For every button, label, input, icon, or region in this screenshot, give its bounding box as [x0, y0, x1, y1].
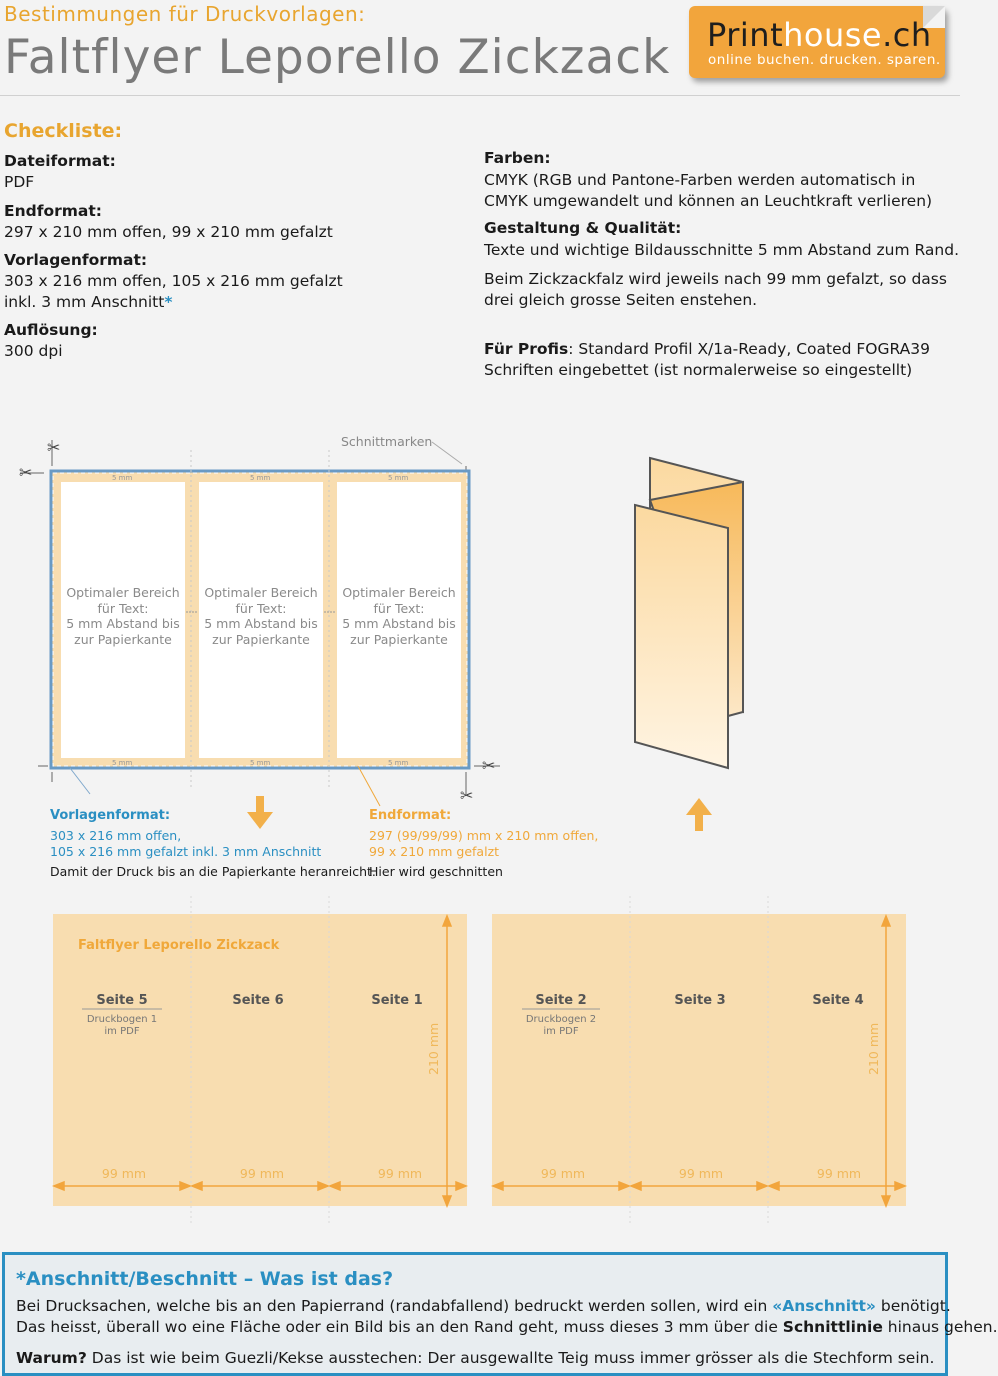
vorlagenformat-caption-heading: Vorlagenformat: [50, 808, 171, 823]
sheet-title: Faltflyer Leporello Zickzack [78, 938, 280, 953]
vorlagenformat-value-2: inkl. 3 mm Anschnitt* [4, 293, 173, 311]
margin-label: 5 mm [388, 474, 409, 482]
scissors-icon: ✂ [482, 756, 496, 775]
seite-3-label: Seite 3 [674, 993, 726, 1008]
druckbogen-1-note: Druckbogen 1 im PDF [86, 1014, 158, 1037]
profis-line-1: Für Profis: Standard Profil X/1a-Ready, Coated FOGRA39 [484, 340, 930, 358]
document-suptitle: Bestimmungen für Druckvorlagen: [4, 2, 366, 26]
margin-label: 5 mm [112, 759, 133, 767]
logo-wordmark: Printhouse.ch [707, 16, 932, 54]
vorlagenformat-caption-2: 105 x 216 mm gefalzt inkl. 3 mm Anschnitt [50, 844, 322, 859]
vorlagenformat-caption-3: Damit der Druck bis an die Papierkante heranreicht. [50, 864, 376, 879]
margin-label: 5 mm [250, 759, 271, 767]
anschnitt-info-box [2, 1252, 998, 1376]
margin-label: 5 mm [250, 474, 271, 482]
document-title: Faltflyer Leporello Zickzack [4, 30, 671, 85]
anschnitt-footnote-star: * [164, 293, 173, 311]
header-divider [0, 95, 960, 96]
seite-6-label: Seite 6 [232, 993, 284, 1008]
arrow-down-icon [245, 796, 275, 830]
farben-value-2: CMYK umgewandelt und können an Leuchtkraft verlieren) [484, 192, 933, 210]
zickzack-value-2: drei gleich grosse Seiten enstehen. [484, 291, 758, 309]
logo-tagline: online buchen. drucken. sparen. [708, 52, 941, 68]
folded-flyer-illustration [620, 450, 760, 780]
vorlagenformat-value-1: 303 x 216 mm offen, 105 x 216 mm gefalzt [4, 272, 343, 290]
panel-text-1: Optimaler Bereich für Text: 5 mm Abstand bis zur Papierkante [66, 585, 180, 647]
vorlagenformat-label: Vorlagenformat: [4, 251, 148, 269]
arrow-up-icon [684, 797, 714, 831]
gestaltung-label: Gestaltung & Qualität: [484, 219, 682, 237]
anschnitt-info-line-1: Bei Drucksachen, welche bis an den Papierrand (randabfallend) bedruckt werden sollen, wird ein «Anschnitt» benötigt. [16, 1297, 951, 1315]
scissors-icon: ✂ [47, 438, 61, 457]
scissors-icon: ✂ [460, 786, 474, 805]
width-label: 99 mm [540, 1166, 586, 1181]
printhouse-logo[interactable] [689, 6, 945, 78]
dateiformat-label: Dateiformat: [4, 152, 116, 170]
endformat-caption-2: 99 x 210 mm gefalzt [369, 844, 500, 859]
margin-label: 5 mm [112, 474, 133, 482]
anschnitt-info-line-2: Das heisst, überall wo eine Fläche oder ein Bild bis an den Rand geht, muss dieses 3 mm über die Schnittlinie hinaus gehen. [16, 1318, 998, 1336]
scissors-icon: ✂ [19, 463, 33, 482]
endformat-label: Endformat: [4, 202, 102, 220]
panel-text-2: Optimaler Bereich für Text: 5 mm Abstand bis zur Papierkante [204, 585, 318, 647]
seite-2-label: Seite 2 [535, 993, 587, 1008]
dateiformat-value: PDF [4, 173, 35, 191]
width-label: 99 mm [101, 1166, 147, 1181]
width-label: 99 mm [239, 1166, 285, 1181]
aufloesung-value: 300 dpi [4, 342, 63, 360]
width-label: 99 mm [816, 1166, 862, 1181]
zickzack-value-1: Beim Zickzackfalz wird jeweils nach 99 mm gefalzt, so dass [484, 270, 947, 288]
panel-text-3: Optimaler Bereich für Text: 5 mm Abstand bis zur Papierkante [342, 585, 456, 647]
height-label: 210 mm [866, 1022, 881, 1075]
seite-5-label: Seite 5 [96, 993, 148, 1008]
endformat-value: 297 x 210 mm offen, 99 x 210 mm gefalzt [4, 223, 333, 241]
width-label: 99 mm [678, 1166, 724, 1181]
farben-value-1: CMYK (RGB und Pantone-Farben werden automatisch in [484, 171, 916, 189]
vorlagenformat-caption-1: 303 x 216 mm offen, [50, 828, 182, 843]
endformat-caption-3: Hier wird geschnitten [369, 864, 503, 879]
anschnitt-info-line-3: Warum? Das ist wie beim Guezli/Kekse ausstechen: Der ausgewallte Teig muss immer grösser als die Stechform sein. [16, 1349, 935, 1367]
profis-line-2: Schriften eingebettet (ist normalerweise so eingestellt) [484, 361, 913, 379]
margin-label: 5 mm [388, 759, 409, 767]
aufloesung-label: Auflösung: [4, 321, 98, 339]
seite-1-label: Seite 1 [371, 993, 423, 1008]
druckbogen-2-note: Druckbogen 2 im PDF [525, 1014, 597, 1037]
width-label: 99 mm [377, 1166, 423, 1181]
checklist-heading: Checkliste: [4, 120, 123, 142]
endformat-caption-heading: Endformat: [369, 808, 452, 823]
seite-4-label: Seite 4 [812, 993, 864, 1008]
anschnitt-info-heading: *Anschnitt/Beschnitt – Was ist das? [16, 1268, 394, 1290]
endformat-caption-1: 297 (99/99/99) mm x 210 mm offen, [369, 828, 599, 843]
height-label: 210 mm [426, 1022, 441, 1075]
gestaltung-value: Texte und wichtige Bildausschnitte 5 mm Abstand zum Rand. [484, 241, 959, 259]
farben-label: Farben: [484, 149, 551, 167]
page-curl-icon [923, 6, 945, 28]
schnittmarken-label: Schnittmarken [341, 434, 433, 449]
